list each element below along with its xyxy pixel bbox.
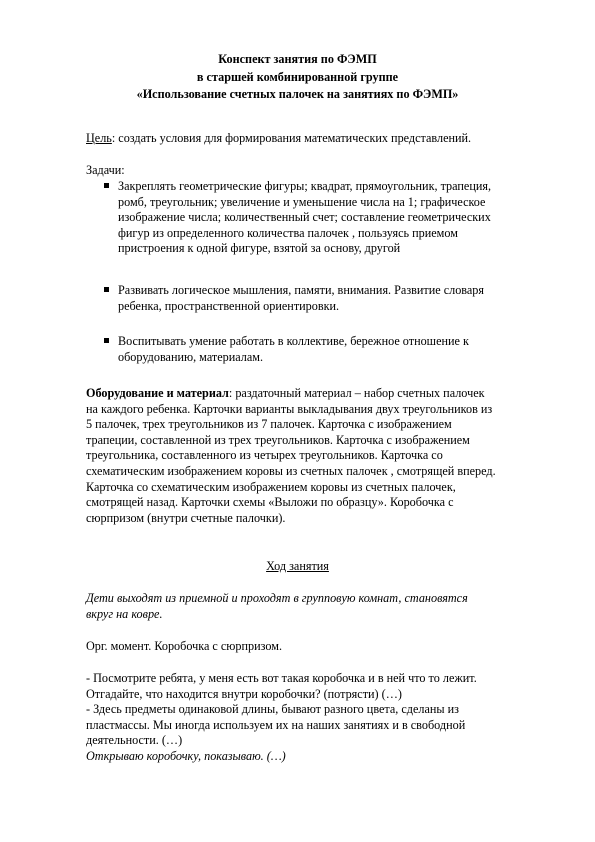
goal-paragraph xyxy=(86,131,541,147)
task-line: ромб, треугольник; увеличение и уменьшение числа на 1; графическое xyxy=(118,194,486,209)
dialogue-line: - Здесь предметы одинаковой длины, бывают разного цвета, сделаны из xyxy=(86,702,459,717)
task-line: Развивать логическое мышления, памяти, внимания. Развитие словаря xyxy=(118,283,485,297)
task-line: Воспитывать умение работать в коллективе, бережное отношение к xyxy=(118,334,469,348)
task-line: изображение числа; количественный счет; составление геометрических xyxy=(118,210,491,225)
task-line: Закреплять геометрические фигуры; квадрат, прямоугольник, трапеция, xyxy=(118,179,492,193)
bullet-icon xyxy=(104,183,109,188)
dialogue-paragraph xyxy=(86,671,541,765)
equipment-line: схематическим изображением коровы из счетных палочек , смотрящей вперед. xyxy=(86,463,496,478)
goal-text: : создать условия для формирования математических представлений. xyxy=(111,131,472,145)
task-line: фигур из определенного количества палочек , пользуясь приемом xyxy=(118,225,458,240)
title-line-3: «Использование счетных палочек на занятиях по ФЭМП» xyxy=(136,87,459,101)
bullet-icon xyxy=(104,338,109,343)
equipment-line: сюрпризом (внутри счетные палочки). xyxy=(86,510,286,525)
equipment-line: 5 палочек, трех треугольников из 7 палочек. Карточка с изображением xyxy=(86,417,452,432)
title-line-2: в старшей комбинированной группе xyxy=(196,69,399,84)
task-line: оборудованию, материалам. xyxy=(118,349,264,364)
course-heading: Ход занятия xyxy=(266,559,329,573)
equipment-line: треугольника, составленного из четырех треугольников. Карточка со xyxy=(86,448,443,463)
dialogue-line: деятельности. (…) xyxy=(86,733,183,748)
equipment-paragraph xyxy=(86,386,541,526)
goal-label: Цель xyxy=(86,131,112,145)
document-title xyxy=(0,52,595,105)
task-line: ребенка, пространственной ориентировки. xyxy=(118,298,340,313)
intro-paragraph xyxy=(86,591,541,622)
equipment-text: : раздаточный материал – набор счетных палочек xyxy=(228,386,485,400)
equipment-line: на каждого ребенка. Карточки варианты выкладывания двух треугольников из xyxy=(86,401,493,416)
intro-line: Дети выходят из приемной и проходят в групповую комнат, становятся xyxy=(86,591,468,605)
org-moment: Орг. момент. Коробочка с сюрпризом. xyxy=(86,639,283,653)
dialogue-line: - Посмотрите ребята, у меня есть вот такая коробочка и в ней что то лежит. xyxy=(86,671,477,685)
bullet-icon xyxy=(104,287,109,292)
task-line: пристроения к одной фигуре, взятой за основу, другой xyxy=(118,241,401,256)
tasks-label: Задачи: xyxy=(86,163,125,177)
equipment-line: смотрящей назад. Карточки схемы «Выложи по образцу». Коробочка с xyxy=(86,495,454,510)
title-line-1: Конспект занятия по ФЭМП xyxy=(218,52,377,66)
final-italic-line: Открываю коробочку, показываю. (…) xyxy=(86,748,286,763)
intro-line: вкруг на ковре. xyxy=(86,606,163,621)
dialogue-line: Отгадайте, что находится внутри коробочки? (потрясти) (…) xyxy=(86,686,402,701)
equipment-label: Оборудование и материал xyxy=(86,386,229,400)
equipment-line: трапеции, составленной из трех треугольников. Карточка с изображением xyxy=(86,432,470,447)
dialogue-line: пластмассы. Мы иногда используем их на наших занятиях и в свободной xyxy=(86,717,466,732)
equipment-line: Карточка со схематическим изображением коровы из счетных палочек, xyxy=(86,479,456,494)
